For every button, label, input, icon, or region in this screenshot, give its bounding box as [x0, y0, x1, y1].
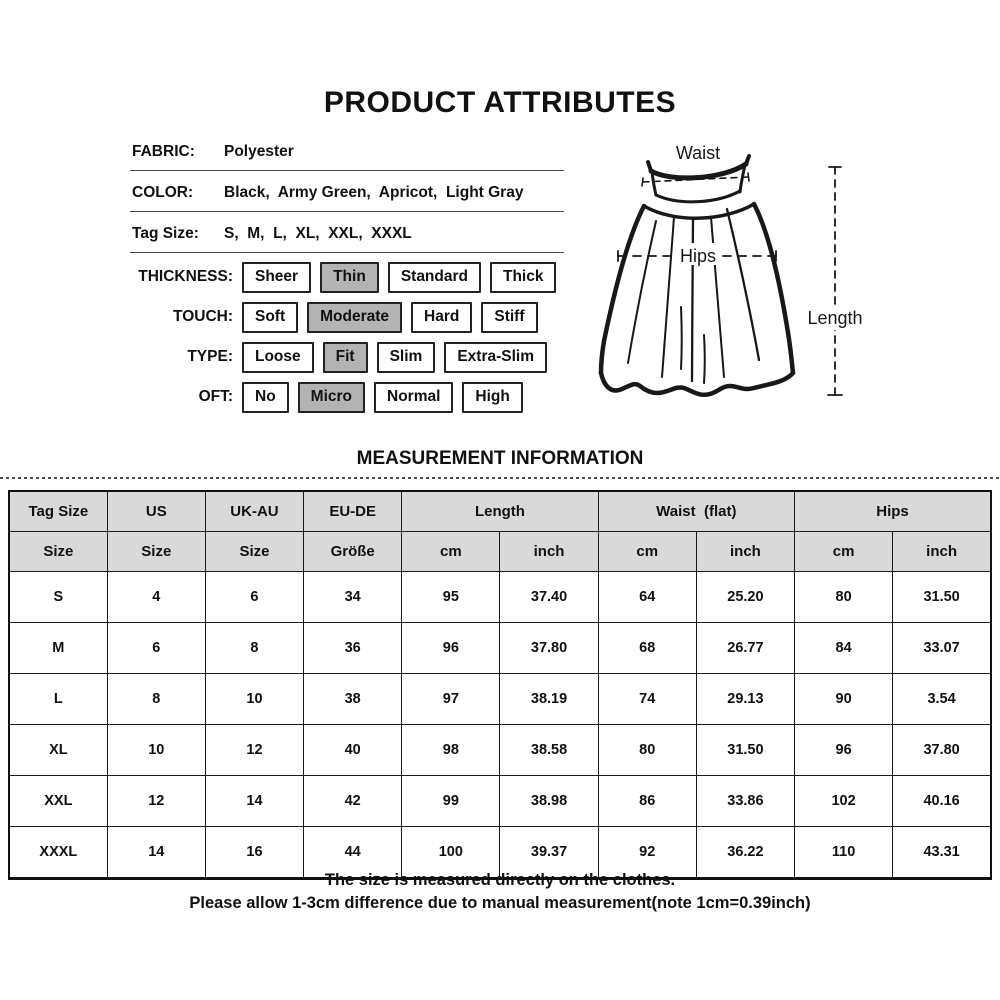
option-row-label: THICKNESS:: [138, 268, 233, 285]
table-header-cell: Waist (flat): [598, 491, 794, 532]
table-cell: 10: [107, 725, 205, 776]
table-subheader-cell: cm: [795, 532, 893, 572]
tag-size-label: Tag Size:: [132, 225, 199, 242]
table-cell: 40: [304, 725, 402, 776]
table-cell: 31.50: [893, 572, 991, 623]
option-row-label: OFT:: [198, 388, 233, 405]
option-chip-hard: Hard: [411, 302, 472, 333]
table-header-cell: Tag Size: [9, 491, 107, 532]
table-cell: 33.07: [893, 623, 991, 674]
footer-note-2: Please allow 1-3cm difference due to manual measurement(note 1cm=0.39inch): [189, 894, 811, 912]
skirt-yoke: [644, 204, 754, 218]
option-chip-slim: Slim: [377, 342, 436, 373]
skirt-waistband-corner-right: [746, 156, 749, 164]
measurement-table-head: [9, 491, 991, 572]
option-row-thickness: [130, 262, 564, 292]
table-cell: 34: [304, 572, 402, 623]
table-cell: 38: [304, 674, 402, 725]
fabric-label: FABRIC:: [132, 143, 195, 160]
table-cell: 10: [205, 674, 303, 725]
table-subheader-cell: Size: [9, 532, 107, 572]
table-row: [9, 776, 991, 827]
table-subheader-cell: inch: [696, 532, 794, 572]
option-chip-soft: Soft: [242, 302, 298, 333]
skirt-waistband-corner-left: [648, 162, 651, 171]
attr-row-tag-size: [130, 212, 564, 253]
table-cell: 80: [795, 572, 893, 623]
option-row-label: TOUCH:: [173, 308, 233, 325]
table-cell: 64: [598, 572, 696, 623]
attr-row-fabric: [130, 136, 564, 171]
footer-note-1: The size is measured directly on the clothes.: [324, 871, 676, 889]
table-cell: 44: [304, 827, 402, 879]
skirt-outline-left: [601, 206, 644, 373]
waist-label: Waist: [675, 143, 721, 163]
table-cell: 36.22: [696, 827, 794, 879]
table-cell: L: [9, 674, 107, 725]
table-cell: 8: [107, 674, 205, 725]
option-chip-sheer: Sheer: [242, 262, 311, 293]
table-cell: 43.31: [893, 827, 991, 879]
option-chip-thin: Thin: [320, 262, 379, 293]
table-cell: 12: [205, 725, 303, 776]
table-row: [9, 725, 991, 776]
skirt-hem: [601, 373, 793, 395]
table-cell: 3.54: [893, 674, 991, 725]
table-cell: 33.86: [696, 776, 794, 827]
option-chip-standard: Standard: [388, 262, 481, 293]
table-cell: 25.20: [696, 572, 794, 623]
skirt-fold-lines: [628, 209, 759, 383]
table-cell: 99: [402, 776, 500, 827]
measurement-section-title: MEASUREMENT INFORMATION: [356, 448, 644, 469]
skirt-waistband-bottom: [656, 191, 740, 202]
table-cell: 38.58: [500, 725, 598, 776]
table-header-cell: UK-AU: [205, 491, 303, 532]
table-cell: XL: [9, 725, 107, 776]
table-cell: 37.40: [500, 572, 598, 623]
skirt-illustration: [580, 125, 900, 425]
table-cell: 36: [304, 623, 402, 674]
measurement-table: [8, 490, 992, 880]
table-cell: 74: [598, 674, 696, 725]
table-cell: 102: [795, 776, 893, 827]
table-cell: 38.19: [500, 674, 598, 725]
table-cell: XXL: [9, 776, 107, 827]
table-cell: 100: [402, 827, 500, 879]
table-cell: 31.50: [696, 725, 794, 776]
attr-row-color: [130, 171, 564, 212]
table-header-cell: EU-DE: [304, 491, 402, 532]
option-chip-loose: Loose: [242, 342, 314, 373]
attribute-option-rows: [130, 262, 564, 412]
option-chip-fit: Fit: [323, 342, 368, 373]
table-cell: 40.16: [893, 776, 991, 827]
attributes-section: [130, 136, 564, 422]
measurement-table-body: [9, 572, 991, 879]
skirt-outline-right: [754, 204, 793, 373]
table-header-row-2: [9, 532, 991, 572]
table-cell: 6: [205, 572, 303, 623]
option-chip-micro: Micro: [298, 382, 365, 413]
table-cell: 92: [598, 827, 696, 879]
table-subheader-cell: Size: [107, 532, 205, 572]
table-subheader-cell: inch: [893, 532, 991, 572]
table-cell: 90: [795, 674, 893, 725]
table-cell: 37.80: [893, 725, 991, 776]
table-cell: 80: [598, 725, 696, 776]
table-cell: 12: [107, 776, 205, 827]
option-row-type: [130, 342, 564, 372]
table-cell: 26.77: [696, 623, 794, 674]
table-subheader-cell: cm: [402, 532, 500, 572]
table-cell: 14: [205, 776, 303, 827]
table-row: [9, 623, 991, 674]
length-label: Length: [807, 308, 863, 328]
color-value: Black, Army Green, Apricot, Light Gray: [224, 184, 524, 201]
option-chip-high: High: [462, 382, 522, 413]
table-cell: 96: [795, 725, 893, 776]
option-chip-thick: Thick: [490, 262, 556, 293]
option-chip-moderate: Moderate: [307, 302, 402, 333]
table-cell: 8: [205, 623, 303, 674]
table-header-cell: Hips: [795, 491, 992, 532]
option-chip-stiff: Stiff: [481, 302, 537, 333]
option-row-label: TYPE:: [187, 348, 233, 365]
table-cell: 95: [402, 572, 500, 623]
table-cell: 6: [107, 623, 205, 674]
table-cell: 16: [205, 827, 303, 879]
tag-size-value: S, M, L, XL, XXL, XXXL: [224, 225, 412, 242]
table-cell: 84: [795, 623, 893, 674]
table-cell: 86: [598, 776, 696, 827]
table-cell: S: [9, 572, 107, 623]
skirt-waistband-top: [651, 164, 746, 178]
table-cell: 96: [402, 623, 500, 674]
table-cell: 98: [402, 725, 500, 776]
table-header-cell: Length: [402, 491, 598, 532]
table-cell: 29.13: [696, 674, 794, 725]
option-row-oft: [130, 382, 564, 412]
table-header-row-1: [9, 491, 991, 532]
table-cell: 68: [598, 623, 696, 674]
option-chip-extraslim: Extra-Slim: [444, 342, 547, 373]
table-row: [9, 572, 991, 623]
table-subheader-cell: Größe: [304, 532, 402, 572]
color-label: COLOR:: [132, 184, 194, 201]
table-cell: M: [9, 623, 107, 674]
table-cell: 14: [107, 827, 205, 879]
option-chip-no: No: [242, 382, 289, 413]
page-title: PRODUCT ATTRIBUTES: [323, 86, 677, 119]
table-cell: 42: [304, 776, 402, 827]
option-chip-normal: Normal: [374, 382, 453, 413]
table-header-cell: US: [107, 491, 205, 532]
table-cell: 4: [107, 572, 205, 623]
table-row: [9, 674, 991, 725]
hips-label: Hips: [679, 246, 717, 266]
table-cell: 110: [795, 827, 893, 879]
table-cell: 37.80: [500, 623, 598, 674]
table-subheader-cell: inch: [500, 532, 598, 572]
fabric-value: Polyester: [224, 143, 294, 160]
table-cell: XXXL: [9, 827, 107, 879]
table-cell: 97: [402, 674, 500, 725]
table-cell: 38.98: [500, 776, 598, 827]
table-cell: 39.37: [500, 827, 598, 879]
table-subheader-cell: Size: [205, 532, 303, 572]
table-subheader-cell: cm: [598, 532, 696, 572]
dotted-divider: [0, 477, 1000, 479]
option-row-touch: [130, 302, 564, 332]
